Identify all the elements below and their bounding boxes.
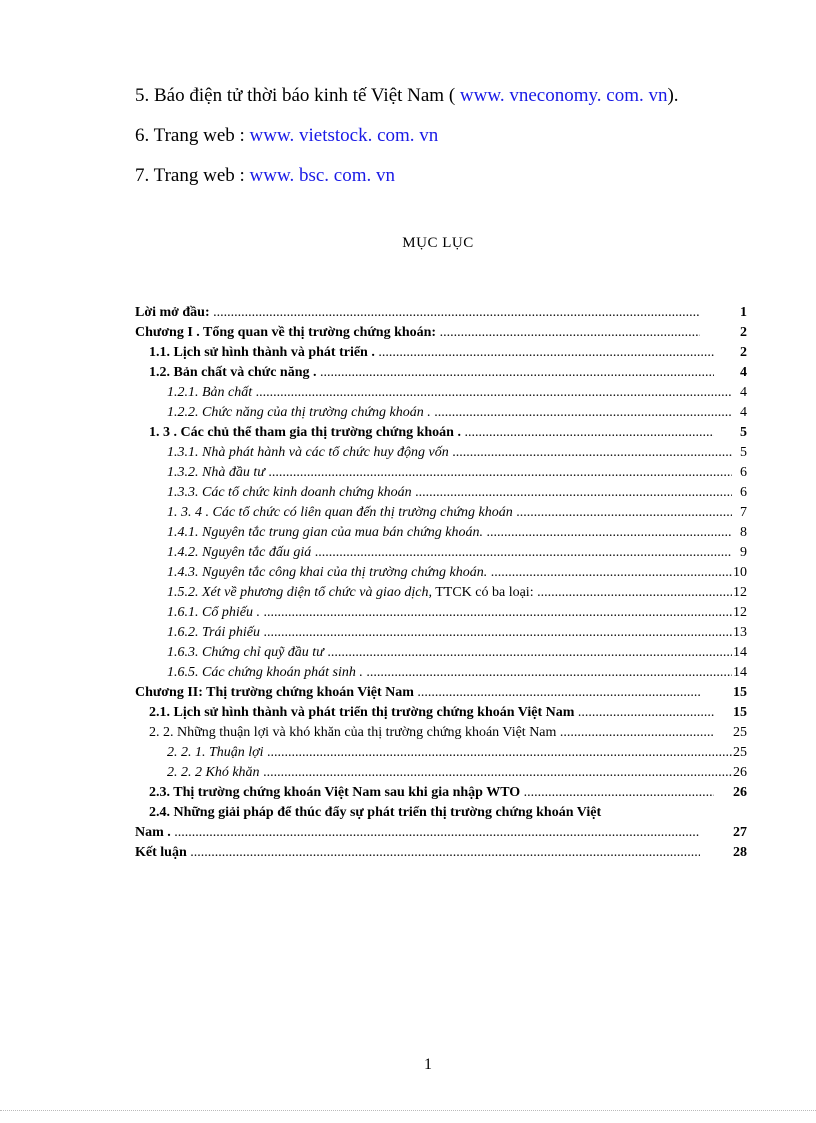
toc-page-number: 26 (733, 765, 747, 780)
toc-page-number: 6 (740, 485, 747, 500)
toc-entry[interactable]: 1.1. Lịch sử hình thành và phát triển . ..... 2 (135, 343, 747, 363)
toc-entry[interactable]: 1.3.1. Nhà phát hành và các tổ chức huy động vốn ..... 5 (135, 443, 747, 463)
toc-entry[interactable]: 1.4.1. Nguyên tắc trung gian của mua bán chứng khoán. ..... 8 (135, 523, 747, 543)
toc-entry[interactable]: 1.4.2. Nguyên tắc đấu giá ..... 9 (135, 543, 747, 563)
toc-page-number: 15 (733, 685, 747, 700)
toc-page-number: 27 (733, 825, 747, 840)
toc-entry[interactable]: Nam . ..... 27 (135, 823, 747, 843)
toc-page-number: 5 (740, 445, 747, 460)
toc-entry[interactable]: 1.3.3. Các tổ chức kinh doanh chứng khoán ..... 6 (135, 483, 747, 503)
toc-page-number: 5 (740, 425, 747, 440)
toc-page-number: 7 (740, 505, 747, 520)
toc-page-number: 4 (740, 405, 747, 420)
reference-link[interactable]: www. vneconomy. com. vn (459, 85, 668, 106)
page-number: 1 (424, 1056, 432, 1073)
toc-title: MỤC LỤC (402, 235, 474, 251)
toc-entry[interactable]: 1.6.1. Cổ phiếu . ..... 12 (135, 603, 747, 623)
toc-page-number: 12 (733, 605, 747, 620)
toc-entry[interactable]: Kết luận ..... 28 (135, 843, 747, 863)
toc-entry[interactable]: 1.2. Bản chất và chức năng . ..... 4 (135, 363, 747, 383)
toc-entry[interactable]: Chương II: Thị trường chứng khoán Việt Nam ..... 15 (135, 683, 747, 703)
toc-entry[interactable]: 2.3. Thị trường chứng khoán Việt Nam sau khi gia nhập WTO ..... 26 (135, 783, 747, 803)
toc-page-number: 25 (733, 725, 747, 740)
table-of-contents (135, 303, 747, 863)
toc-page-number: 25 (733, 745, 747, 760)
toc-entry[interactable]: 1.3.2. Nhà đầu tư ..... 6 (135, 463, 747, 483)
reference-item-7: 7. Trang web : www. bsc. com. vn (135, 165, 396, 186)
toc-entry[interactable]: 1.6.5. Các chứng khoán phát sinh . ..... 14 (135, 663, 747, 683)
toc-entry[interactable]: 1.2.1. Bản chất ..... 4 (135, 383, 747, 403)
toc-entry[interactable]: Lời mở đầu: ..... 1 (135, 303, 747, 323)
toc-page-number: 9 (740, 545, 747, 560)
toc-page-number: 26 (733, 785, 747, 800)
toc-page-number: 4 (740, 385, 747, 400)
reference-item-5: 5. Báo điện tử thời báo kinh tế Việt Nam ( www. vneconomy. com. vn). (135, 85, 679, 106)
toc-entry[interactable]: 1.6.3. Chứng chỉ quỹ đầu tư ..... 14 (135, 643, 747, 663)
toc-page-number: 12 (733, 585, 747, 600)
toc-entry[interactable]: 2. 2. Những thuận lợi và khó khăn của thị trường chứng khoán Việt Nam ..... 25 (135, 723, 747, 743)
toc-entry[interactable]: Chương I . Tổng quan về thị trường chứng khoán: ..... 2 (135, 323, 747, 343)
toc-entry[interactable]: 2. 2. 2 Khó khăn ..... 26 (135, 763, 747, 783)
toc-entry[interactable]: 1.2.2. Chức năng của thị trường chứng khoán . ..... 4 (135, 403, 747, 423)
page-bottom-divider (0, 1110, 816, 1111)
toc-entry[interactable]: 1.5.2. Xét về phương diện tổ chức và giao dịch, TTCK có ba loại: ..... 12 (135, 583, 747, 603)
toc-page-number: 8 (740, 525, 747, 540)
reference-item-6: 6. Trang web : www. vietstock. com. vn (135, 125, 439, 146)
toc-page-number: 4 (740, 365, 747, 380)
reference-link[interactable]: www. vietstock. com. vn (249, 125, 439, 146)
toc-page-number: 13 (733, 625, 747, 640)
toc-page-number: 10 (733, 565, 747, 580)
toc-page-number: 6 (740, 465, 747, 480)
toc-entry[interactable]: 1. 3. 4 . Các tổ chức có liên quan đến thị trường chứng khoán ..... 7 (135, 503, 747, 523)
toc-page-number: 2 (740, 325, 747, 340)
toc-entry[interactable]: 2.1. Lịch sử hình thành và phát triển thị trường chứng khoán Việt Nam ..... 15 (135, 703, 747, 723)
toc-entry[interactable]: 1.6.2. Trái phiếu ..... 13 (135, 623, 747, 643)
toc-page-number: 2 (740, 345, 747, 360)
toc-entry[interactable]: 1.4.3. Nguyên tắc công khai của thị trường chứng khoán. ..... 10 (135, 563, 747, 583)
toc-entry[interactable]: 2.4. Những giải pháp để thúc đẩy sự phát triển thị trường chứng khoán Việt (149, 805, 602, 820)
reference-link[interactable]: www. bsc. com. vn (249, 165, 396, 186)
toc-page-number: 14 (733, 645, 747, 660)
toc-page-number: 15 (733, 705, 747, 720)
toc-entry[interactable]: 2. 2. 1. Thuận lợi ..... 25 (135, 743, 747, 763)
toc-page-number: 28 (733, 845, 747, 860)
toc-entry[interactable]: 1. 3 . Các chủ thể tham gia thị trường chứng khoán . ..... 5 (135, 423, 747, 443)
reference-list (135, 84, 735, 204)
toc-page-number: 1 (740, 305, 747, 320)
toc-page-number: 14 (733, 665, 747, 680)
